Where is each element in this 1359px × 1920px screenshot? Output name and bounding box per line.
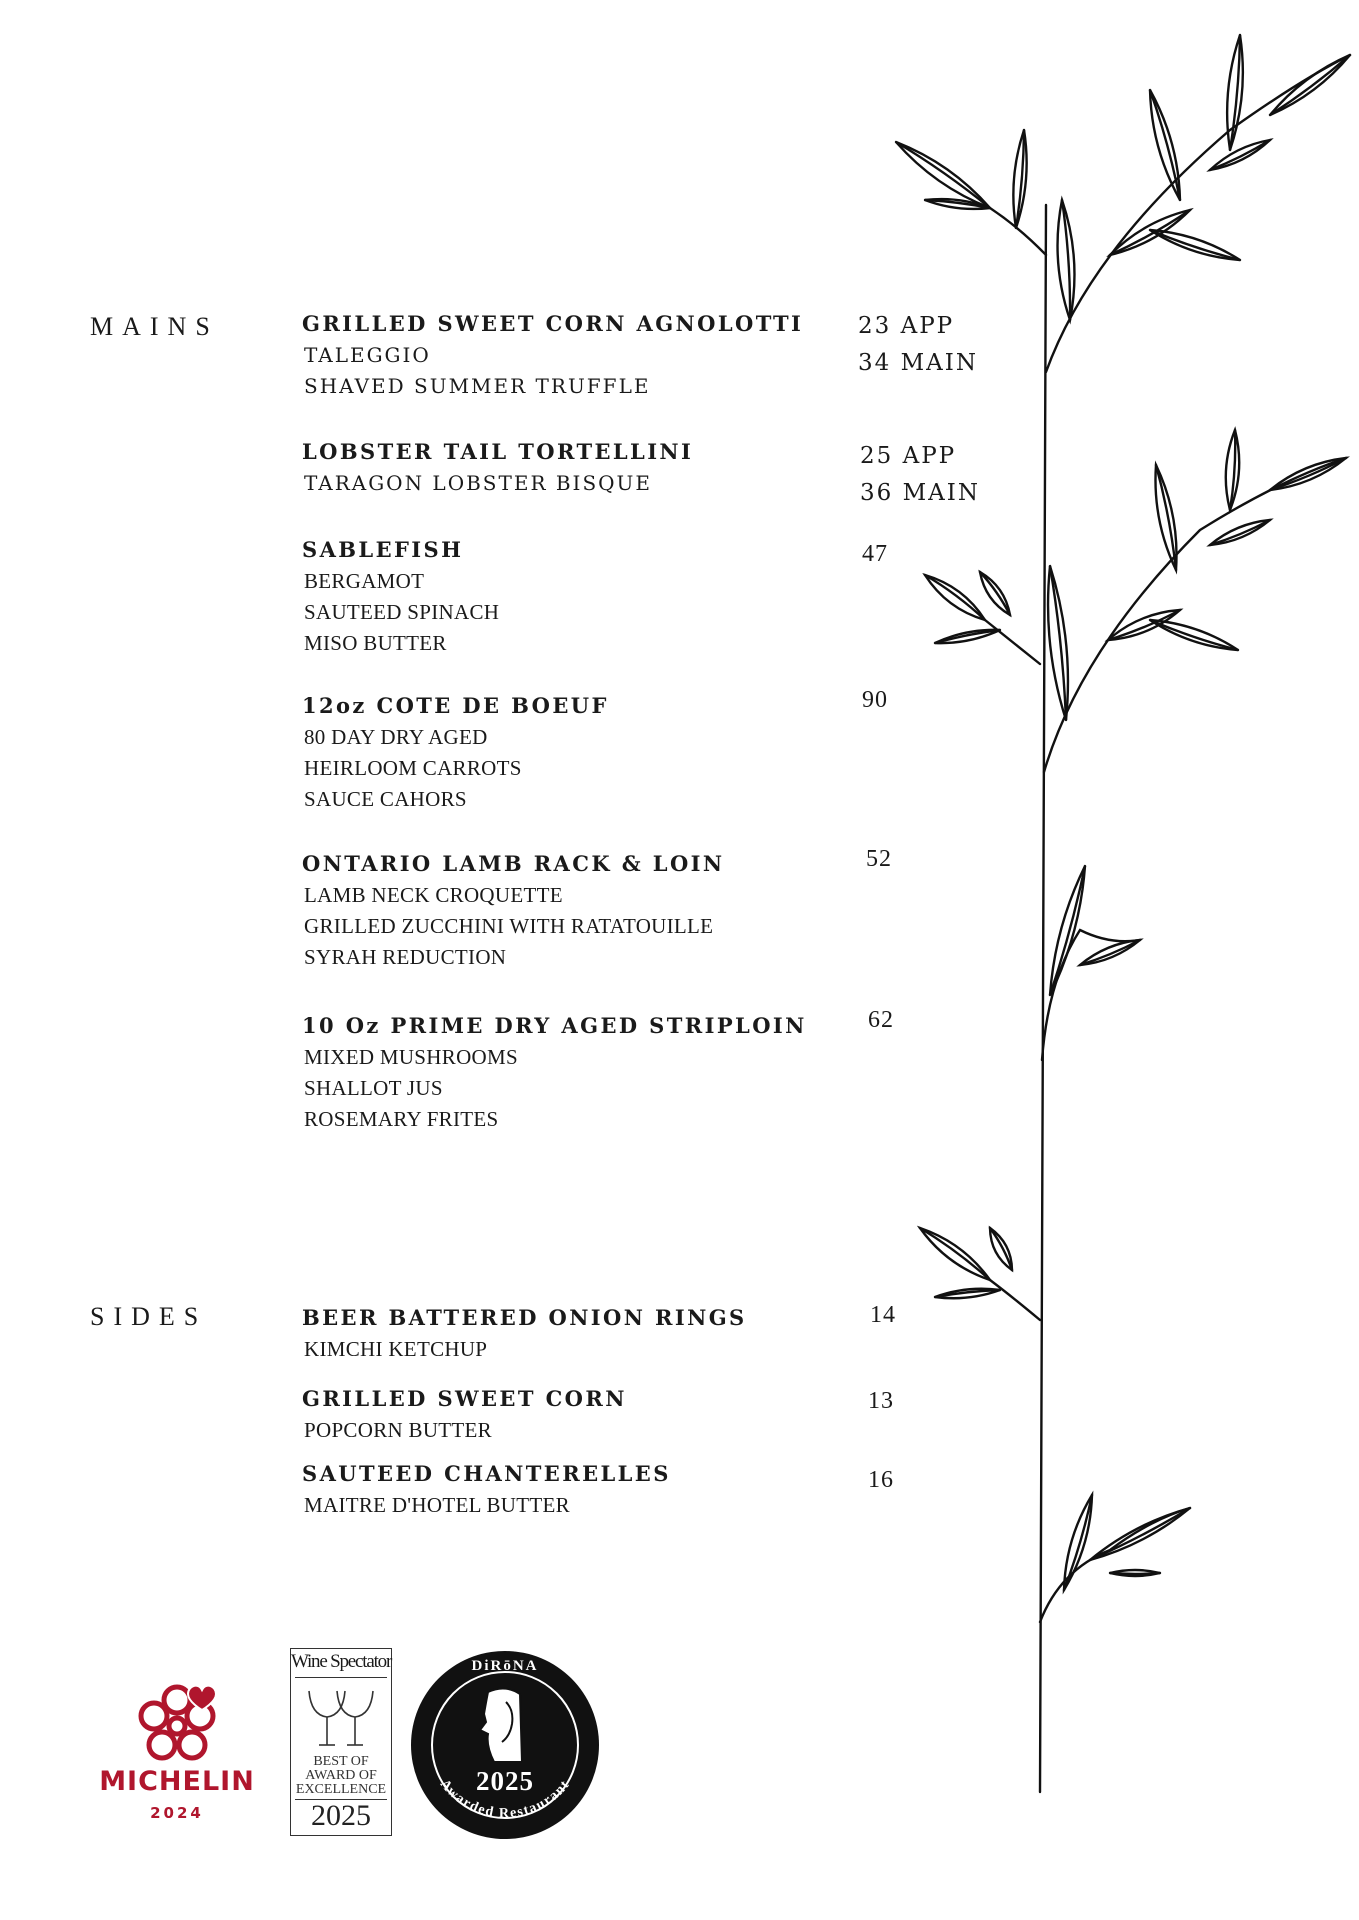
menu-item-description: SHALLOT JUS [304, 1076, 443, 1100]
menu-item-description: KIMCHI KETCHUP [304, 1337, 488, 1361]
sprig-stem [990, 1280, 1040, 1320]
leaf-vein [925, 575, 985, 620]
leaf-vein [980, 572, 1010, 615]
dirona-year: 2025 [476, 1766, 534, 1796]
leaf-shape [1058, 200, 1075, 320]
menu-item-description: BERGAMOT [304, 569, 425, 593]
menu-item-title: BEER BATTERED ONION RINGS [302, 1305, 747, 1330]
menu-item [302, 1383, 822, 1446]
leaf-vein [920, 1228, 990, 1280]
menu-item-description: MIXED MUSHROOMS [304, 1045, 518, 1069]
leaf-vein [1150, 90, 1180, 200]
menu-item-title: GRILLED SWEET CORN [302, 1386, 627, 1411]
menu-item [302, 534, 822, 659]
menu-item-price: 52 [866, 846, 892, 872]
wine-award-line: AWARD OF [305, 1768, 377, 1783]
menu-item-price: 34 MAIN [858, 350, 978, 376]
menu-item-title: SAUTEED CHANTERELLES [302, 1461, 671, 1486]
menu-item-description: TARAGON LOBSTER BISQUE [304, 471, 653, 495]
menu-item-description: SYRAH REDUCTION [304, 945, 507, 969]
menu-item-price: 13 [868, 1388, 894, 1414]
menu-item [302, 436, 822, 499]
menu-item-description: MISO BUTTER [304, 631, 447, 655]
menu-item-price: 14 [870, 1302, 896, 1328]
leaf-vein [1210, 520, 1270, 545]
leaf-vein [1150, 620, 1238, 650]
menu-item-title: LOBSTER TAIL TORTELLINI [302, 439, 694, 464]
menu-item-description: HEIRLOOM CARROTS [304, 756, 522, 780]
leaf-vein [1270, 458, 1346, 490]
menu-item [302, 308, 822, 402]
menu-item-description: TALEGGIO [304, 343, 431, 367]
wine-glasses-icon [291, 1681, 391, 1753]
michelin-badge [92, 1676, 262, 1826]
leaf-vein [1270, 55, 1350, 115]
menu-item-description: GRILLED ZUCCHINI WITH RATATOUILLE [304, 914, 714, 938]
menu-item-description: SAUCE CAHORS [304, 787, 467, 811]
menu-item-title: 12oz COTE DE BOEUF [302, 693, 609, 718]
dirona-name: DiRōNA [471, 1658, 539, 1674]
main-stem [1040, 205, 1046, 1792]
wine-spectator-year: 2025 [311, 1799, 371, 1832]
menu-item-description: ROSEMARY FRITES [304, 1107, 499, 1131]
wine-award-line: BEST OF [313, 1754, 369, 1769]
menu-item [302, 1458, 822, 1521]
divider [295, 1677, 387, 1678]
michelin-name: MICHELIN [99, 1766, 255, 1797]
menu-item-title: ONTARIO LAMB RACK & LOIN [302, 851, 725, 876]
menu-item-description: POPCORN BUTTER [304, 1418, 492, 1442]
menu-item-description: 80 DAY DRY AGED [304, 725, 488, 749]
menu-item [302, 690, 822, 815]
sides-label: SIDES [90, 1302, 208, 1331]
menu-item-price: 23 APP [858, 313, 955, 339]
leaf-vein [1062, 200, 1070, 320]
leaf-vein [1110, 1573, 1160, 1574]
wine-award-line: EXCELLENCE [295, 1782, 387, 1797]
menu-item-title: GRILLED SWEET CORN AGNOLOTTI [302, 311, 804, 336]
wine-spectator-name: Wine Spectator [291, 1651, 392, 1672]
branch-stem [1044, 458, 1346, 772]
michelin-flower-icon [92, 1676, 262, 1768]
menu-item-price: 36 MAIN [860, 480, 980, 506]
leaf-vein [1210, 140, 1270, 170]
menu-item-price: 62 [868, 1007, 894, 1033]
branch-stem [1046, 55, 1350, 372]
leaf-vein [1150, 230, 1240, 260]
sprig-stem [985, 620, 1040, 664]
menu-item-description: SAUTEED SPINACH [304, 600, 500, 624]
menu-item-price: 90 [862, 687, 888, 713]
wine-spectator-badge [290, 1648, 392, 1836]
mains-label: MAINS [90, 312, 219, 341]
menu-item [302, 1302, 822, 1365]
menu-item [302, 1010, 822, 1135]
menu-item [302, 848, 822, 973]
menu-item-description: MAITRE D'HOTEL BUTTER [304, 1493, 570, 1517]
menu-item-description: SHAVED SUMMER TRUFFLE [304, 374, 651, 398]
menu-item-description: LAMB NECK CROQUETTE [304, 883, 563, 907]
michelin-year: 2024 [150, 1804, 204, 1822]
menu-item-price: 25 APP [860, 443, 957, 469]
leaf-vein [1080, 940, 1140, 965]
menu-item-price: 16 [868, 1467, 894, 1493]
leaf-vein [1090, 1508, 1190, 1560]
menu-item-title: SABLEFISH [302, 537, 464, 562]
dirona-badge [410, 1650, 600, 1840]
menu-item-title: 10 Oz PRIME DRY AGED STRIPLOIN [302, 1013, 807, 1038]
leaf-vein [1064, 1495, 1092, 1590]
menu-item-price: 47 [862, 541, 888, 567]
leaf-vein [1110, 210, 1190, 255]
leaf-vein [1050, 566, 1066, 720]
svg-text:Awarded Restaurant: Awarded Restaurant [436, 1776, 574, 1822]
